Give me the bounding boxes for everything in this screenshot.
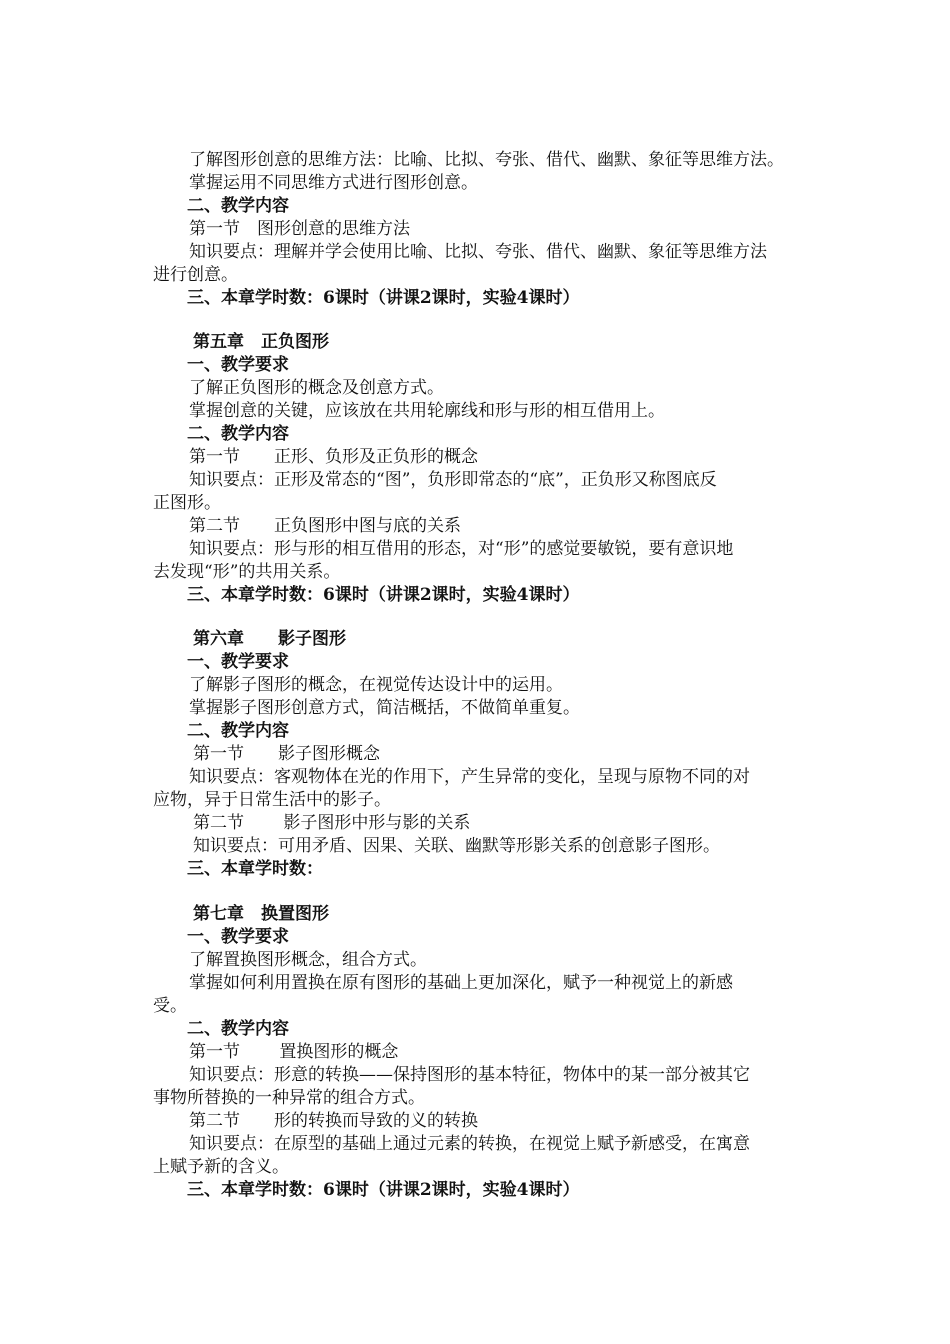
chapter6-section2-point: 知识要点：可用矛盾、因果、关联、幽默等形影关系的创意影子图形。 (193, 836, 720, 856)
chapter7-section1-point: 知识要点：形意的转换——保持图形的基本特征，物体中的某一部分被其它 (189, 1065, 750, 1085)
chapter4-hours: 三、本章学时数：6课时（讲课2课时，实验4课时） (187, 288, 580, 308)
chapter7-hours: 三、本章学时数：6课时（讲课2课时，实验4课时） (187, 1180, 580, 1200)
chapter5-content-heading: 二、教学内容 (187, 424, 289, 444)
chapter5-requirement-line-1: 了解正负图形的概念及创意方式。 (189, 378, 444, 398)
chapter6-hours: 三、本章学时数： (187, 859, 323, 879)
chapter5-title: 第五章 正负图形 (193, 332, 329, 352)
chapter7-requirement-line-2-cont: 受。 (153, 996, 187, 1016)
chapter5-requirement-line-2: 掌握创意的关键，应该放在共用轮廓线和形与形的相互借用上。 (189, 401, 665, 421)
chapter6-section1-point: 知识要点：客观物体在光的作用下，产生异常的变化，呈现与原物不同的对 (189, 767, 750, 787)
chapter4-section1-point: 知识要点：理解并学会使用比喻、比拟、夸张、借代、幽默、象征等思维方法 (189, 242, 767, 262)
chapter7-requirement-line-2: 掌握如何利用置换在原有图形的基础上更加深化，赋予一种视觉上的新感 (189, 973, 733, 993)
chapter4-section1-point-cont: 进行创意。 (153, 265, 238, 285)
chapter7-section1-title: 第一节 置换图形的概念 (189, 1042, 399, 1062)
chapter6-requirement-line-1: 了解影子图形的概念，在视觉传达设计中的运用。 (189, 675, 563, 695)
chapter5-section2-point: 知识要点：形与形的相互借用的形态，对“形”的感觉要敏锐，要有意识地 (189, 539, 734, 559)
chapter5-section1-point: 知识要点：正形及常态的“图”，负形即常态的“底”，正负形又称图底反 (189, 470, 717, 490)
chapter7-section2-title: 第二节 形的转换而导致的义的转换 (189, 1111, 478, 1131)
chapter6-title: 第六章 影子图形 (193, 629, 346, 649)
chapter7-section2-point-cont: 上赋予新的含义。 (153, 1157, 289, 1177)
chapter7-title: 第七章 换置图形 (193, 904, 329, 924)
chapter7-requirement-heading: 一、教学要求 (187, 927, 289, 947)
chapter5-section2-title: 第二节 正负图形中图与底的关系 (189, 516, 461, 536)
chapter7-section2-point: 知识要点：在原型的基础上通过元素的转换，在视觉上赋予新感受，在寓意 (189, 1134, 750, 1154)
chapter5-section2-point-cont: 去发现“形”的共用关系。 (153, 562, 341, 582)
chapter5-section1-point-cont: 正图形。 (153, 493, 221, 513)
chapter7-content-heading: 二、教学内容 (187, 1019, 289, 1039)
chapter5-requirement-heading: 一、教学要求 (187, 355, 289, 375)
chapter6-requirement-heading: 一、教学要求 (187, 652, 289, 672)
chapter6-section1-title: 第一节 影子图形概念 (193, 744, 380, 764)
chapter4-content-heading: 二、教学内容 (187, 196, 289, 216)
chapter7-requirement-line-1: 了解置换图形概念，组合方式。 (189, 950, 427, 970)
chapter6-section1-point-cont: 应物，异于日常生活中的影子。 (153, 790, 391, 810)
chapter6-content-heading: 二、教学内容 (187, 721, 289, 741)
chapter4-requirement-line-1: 了解图形创意的思维方法：比喻、比拟、夸张、借代、幽默、象征等思维方法。 (189, 150, 784, 170)
chapter6-section2-title: 第二节 影子图形中形与影的关系 (193, 813, 471, 833)
chapter5-hours: 三、本章学时数：6课时（讲课2课时，实验4课时） (187, 585, 580, 605)
chapter4-requirement-line-2: 掌握运用不同思维方式进行图形创意。 (189, 173, 478, 193)
chapter5-section1-title: 第一节 正形、负形及正负形的概念 (189, 447, 478, 467)
chapter4-section1-title: 第一节 图形创意的思维方法 (189, 219, 410, 239)
chapter7-section1-point-cont: 事物所替换的一种异常的组合方式。 (153, 1088, 425, 1108)
chapter6-requirement-line-2: 掌握影子图形创意方式，简洁概括，不做简单重复。 (189, 698, 580, 718)
